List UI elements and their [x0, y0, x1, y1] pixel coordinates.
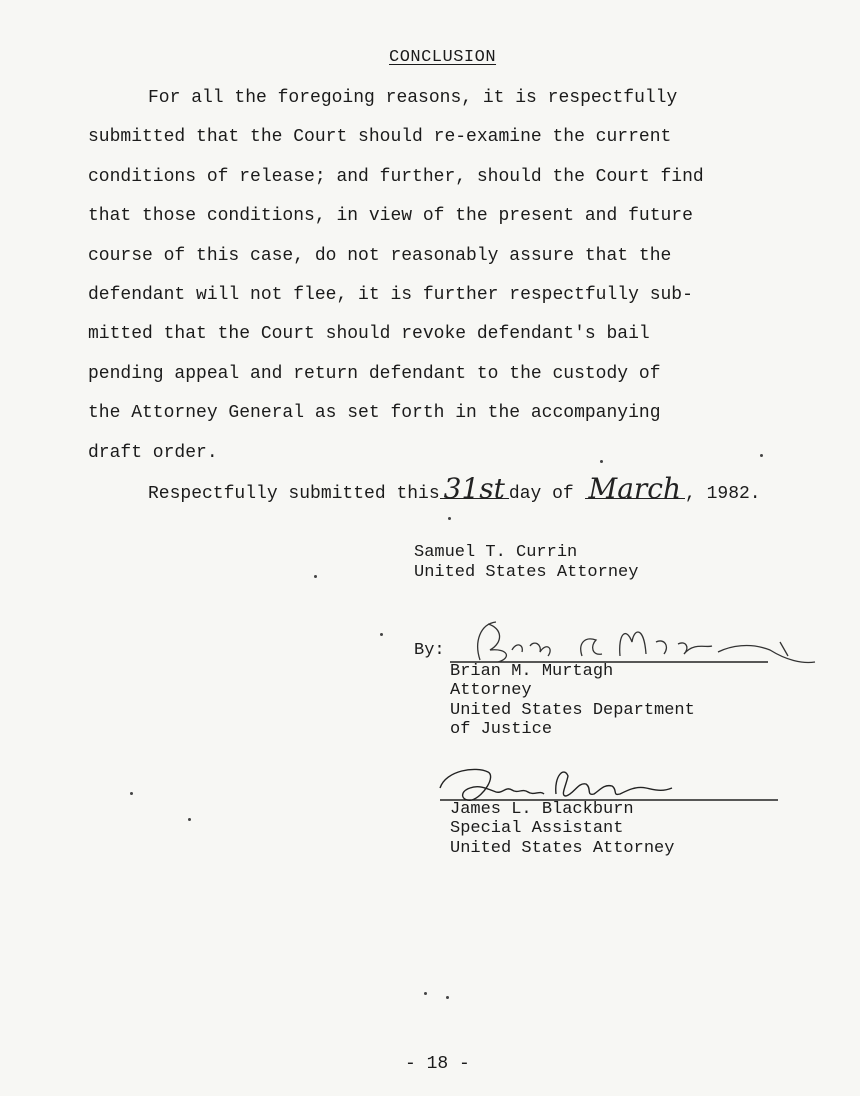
- scan-speck: [600, 460, 603, 463]
- conclusion-paragraph: [88, 79, 788, 473]
- page-number: - 18 -: [405, 1054, 470, 1074]
- handwritten-day: 31st: [440, 480, 509, 499]
- scan-speck: [760, 454, 763, 457]
- by-label: By:: [414, 641, 445, 660]
- signer-murtagh-org-line1: United States Department: [450, 701, 695, 720]
- paragraph-line: submitted that the Court should re-examine the current: [88, 127, 672, 148]
- submission-prefix: Respectfully submitted this: [148, 484, 440, 504]
- paragraph-line: the Attorney General as set forth in the accompanying: [88, 403, 661, 424]
- signer-blackburn-title: Special Assistant: [450, 819, 624, 838]
- submission-year: , 1982.: [685, 484, 761, 504]
- handwritten-month: March: [585, 480, 685, 499]
- paragraph-line: defendant will not flee, it is further respectfully sub-: [88, 285, 693, 306]
- submission-date-line: [148, 472, 761, 505]
- paragraph-line: that those conditions, in view of the present and future: [88, 206, 693, 227]
- paragraph-line: course of this case, do not reasonably assure that the: [88, 245, 672, 266]
- scan-speck: [130, 792, 133, 795]
- scan-speck: [446, 996, 449, 999]
- signer-murtagh-name: Brian M. Murtagh: [450, 662, 614, 681]
- signer-murtagh-title: Attorney: [450, 681, 532, 700]
- conclusion-heading: CONCLUSION: [389, 48, 497, 67]
- signer-blackburn-name: James L. Blackburn: [450, 800, 634, 819]
- paragraph-line: conditions of release; and further, should the Court find: [88, 166, 704, 187]
- scan-speck: [448, 517, 451, 520]
- signer-currin-name: Samuel T. Currin: [414, 543, 578, 562]
- paragraph-line: mitted that the Court should revoke defendant's bail: [88, 324, 650, 345]
- paragraph-line: draft order.: [88, 442, 218, 463]
- paragraph-line: pending appeal and return defendant to the custody of: [88, 363, 661, 384]
- scan-speck: [188, 818, 191, 821]
- signer-murtagh-org-line2: of Justice: [450, 720, 553, 739]
- signer-currin-title: United States Attorney: [414, 563, 639, 582]
- submission-middle: day of: [508, 484, 574, 504]
- scan-speck: [314, 575, 317, 578]
- signer-blackburn-org: United States Attorney: [450, 839, 675, 858]
- scan-speck: [380, 633, 383, 636]
- scan-speck: [424, 992, 427, 995]
- paragraph-line: For all the foregoing reasons, it is respectfully: [148, 88, 678, 108]
